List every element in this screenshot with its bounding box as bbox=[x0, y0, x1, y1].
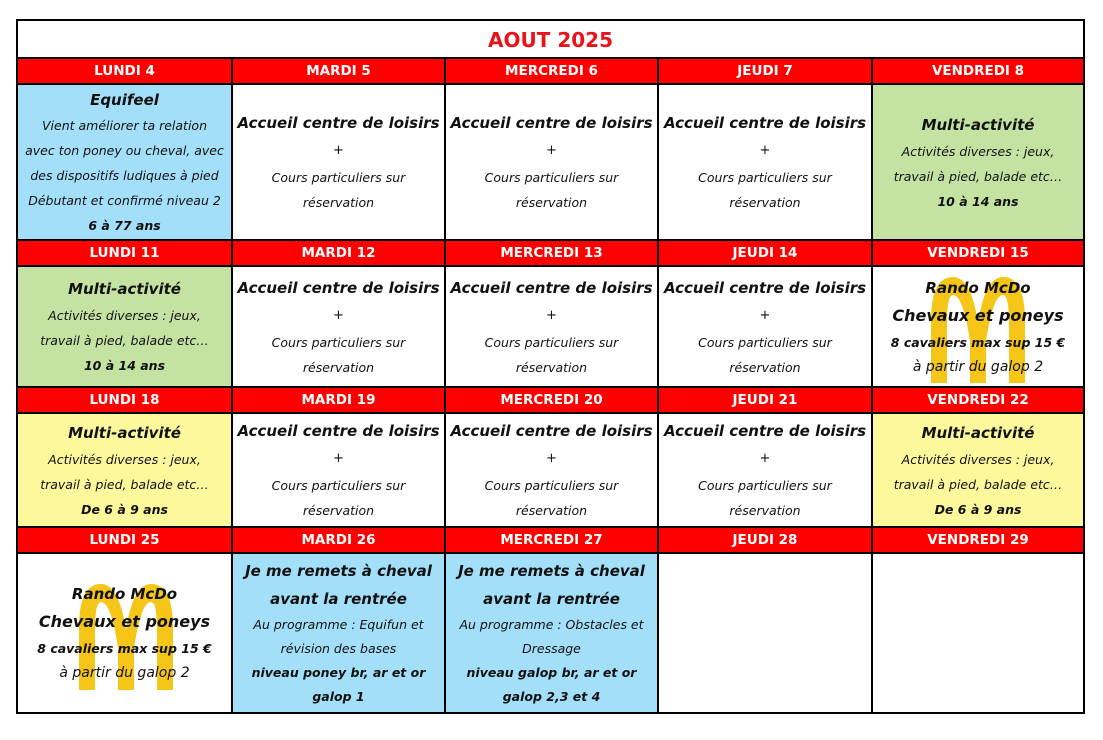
activity-title: avant la rentrée bbox=[270, 590, 407, 608]
day-header-lundi-4: LUNDI 4 bbox=[18, 59, 231, 83]
plus-sign: + bbox=[546, 143, 557, 158]
activity-description: Cours particuliers sur bbox=[484, 170, 619, 185]
activity-title: Accueil centre de loisirs bbox=[237, 422, 440, 440]
activity-description: réservation bbox=[515, 195, 588, 210]
day-header-lundi-11: LUNDI 11 bbox=[18, 241, 231, 265]
activity-level: à partir du galop 2 bbox=[59, 665, 190, 681]
activity-cell-rando-mcdo bbox=[18, 554, 231, 712]
plus-sign: + bbox=[333, 307, 344, 323]
activity-description: Cours particuliers sur bbox=[271, 170, 406, 185]
activity-level: galop 2,3 et 4 bbox=[502, 689, 601, 704]
day-header-mardi-19: MARDI 19 bbox=[233, 388, 444, 412]
empty-day-cell bbox=[659, 554, 871, 712]
activity-level: Débutant et confirmé niveau 2 bbox=[28, 192, 221, 208]
calendar-table bbox=[16, 19, 1085, 714]
activity-title: Multi-activité bbox=[921, 115, 1035, 134]
activity-title: Accueil centre de loisirs bbox=[237, 114, 440, 132]
activity-description: réservation bbox=[729, 359, 801, 375]
activity-title: Accueil centre de loisirs bbox=[450, 114, 653, 132]
activity-description: Dressage bbox=[522, 641, 581, 656]
activity-description: travail à pied, balade etc… bbox=[40, 476, 209, 492]
plus-sign: + bbox=[546, 307, 557, 323]
activity-title: avant la rentrée bbox=[483, 590, 620, 608]
activity-cell-accueil bbox=[659, 414, 871, 526]
activity-description: Cours particuliers sur bbox=[271, 478, 406, 493]
activity-title: Accueil centre de loisirs bbox=[663, 422, 867, 440]
activity-description: Activités diverses : jeux, bbox=[901, 451, 1055, 467]
activity-subtitle: Chevaux et poneys bbox=[38, 612, 211, 631]
activity-title: Je me remets à cheval bbox=[245, 562, 432, 580]
activity-ages: De 6 à 9 ans bbox=[81, 501, 168, 517]
activity-cell-remise-a-cheval bbox=[446, 554, 657, 712]
activity-title: Accueil centre de loisirs bbox=[450, 278, 653, 297]
activity-cell-multi-activite bbox=[18, 414, 231, 526]
activity-cell-accueil bbox=[659, 85, 871, 239]
day-header-mardi-5: MARDI 5 bbox=[233, 59, 444, 83]
activity-title: Accueil centre de loisirs bbox=[450, 422, 653, 440]
activity-description: Au programme : Equifun et bbox=[253, 617, 424, 632]
activity-level: galop 1 bbox=[312, 689, 365, 704]
activity-description: réservation bbox=[302, 503, 375, 518]
activity-description: travail à pied, balade etc… bbox=[893, 476, 1063, 492]
day-header-jeudi-28: JEUDI 28 bbox=[659, 528, 871, 552]
day-header-vendredi-22: VENDREDI 22 bbox=[873, 388, 1083, 412]
empty-day-cell bbox=[873, 554, 1083, 712]
plus-sign: + bbox=[759, 143, 771, 158]
activity-cell-multi-activite bbox=[18, 267, 231, 386]
day-header-lundi-18: LUNDI 18 bbox=[18, 388, 231, 412]
activity-title: Accueil centre de loisirs bbox=[663, 114, 867, 132]
activity-description: Vient améliorer ta relation bbox=[41, 117, 207, 133]
activity-title: Rando McDo bbox=[71, 585, 178, 603]
day-header-jeudi-14: JEUDI 14 bbox=[659, 241, 871, 265]
activity-cell-accueil bbox=[446, 414, 657, 526]
plus-sign: + bbox=[759, 451, 771, 466]
calendar-title: AOUT 2025 bbox=[18, 21, 1083, 59]
activity-description: Cours particuliers sur bbox=[698, 478, 832, 493]
activity-description: Activités diverses : jeux, bbox=[48, 451, 201, 467]
activity-description: Cours particuliers sur bbox=[484, 334, 619, 350]
activity-ages: De 6 à 9 ans bbox=[934, 501, 1022, 517]
activity-title: Equifeel bbox=[90, 90, 159, 109]
plus-sign: + bbox=[333, 143, 344, 158]
activity-description: révision des bases bbox=[280, 641, 397, 656]
day-header-lundi-25: LUNDI 25 bbox=[18, 528, 231, 552]
day-header-jeudi-7: JEUDI 7 bbox=[659, 59, 871, 83]
activity-description: Cours particuliers sur bbox=[698, 170, 832, 185]
day-header-vendredi-8: VENDREDI 8 bbox=[873, 59, 1083, 83]
activity-description: Cours particuliers sur bbox=[698, 334, 832, 350]
activity-cell-equifeel bbox=[18, 85, 231, 239]
activity-title: Rando McDo bbox=[925, 278, 1031, 297]
activity-ages: 6 à 77 ans bbox=[88, 217, 161, 233]
activity-cell-multi-activite bbox=[873, 414, 1083, 526]
day-header-mercredi-6: MERCREDI 6 bbox=[446, 59, 657, 83]
activity-description: réservation bbox=[729, 503, 801, 518]
activity-cell-accueil bbox=[233, 267, 444, 386]
activity-level: niveau galop br, ar et or bbox=[466, 665, 637, 680]
activity-description: Au programme : Obstacles et bbox=[459, 617, 644, 632]
plus-sign: + bbox=[333, 451, 344, 466]
activity-ages: 10 à 14 ans bbox=[937, 193, 1019, 209]
row-divider bbox=[18, 265, 1083, 267]
activity-title: Multi-activité bbox=[921, 423, 1035, 442]
activity-title: Accueil centre de loisirs bbox=[663, 278, 867, 297]
activity-description: Activités diverses : jeux, bbox=[901, 143, 1055, 159]
activity-description: réservation bbox=[515, 359, 588, 375]
activity-ages: 10 à 14 ans bbox=[83, 358, 166, 373]
activity-cell-accueil bbox=[233, 85, 444, 239]
activity-title: Multi-activité bbox=[68, 423, 181, 442]
activity-description: réservation bbox=[729, 195, 801, 210]
activity-cell-accueil bbox=[446, 85, 657, 239]
activity-cell-multi-activite bbox=[873, 85, 1083, 239]
activity-description: avec ton poney ou cheval, avec bbox=[25, 142, 224, 158]
activity-title: Accueil centre de loisirs bbox=[237, 278, 440, 297]
activity-description: réservation bbox=[515, 503, 588, 518]
plus-sign: + bbox=[759, 307, 771, 323]
activity-cell-accueil bbox=[659, 267, 871, 386]
activity-description: réservation bbox=[302, 195, 375, 210]
activity-cell-accueil bbox=[233, 414, 444, 526]
row-divider bbox=[18, 83, 1083, 85]
activity-description: 8 cavaliers max sup 15 € bbox=[890, 334, 1066, 350]
day-header-mardi-12: MARDI 12 bbox=[233, 241, 444, 265]
plus-sign: + bbox=[546, 451, 557, 466]
row-divider bbox=[18, 526, 1083, 528]
activity-level: niveau poney br, ar et or bbox=[251, 665, 426, 680]
activity-level: à partir du galop 2 bbox=[912, 358, 1044, 375]
activity-description: Activités diverses : jeux, bbox=[48, 308, 201, 323]
activity-subtitle: Chevaux et poneys bbox=[892, 305, 1064, 325]
day-header-jeudi-21: JEUDI 21 bbox=[659, 388, 871, 412]
row-divider bbox=[18, 552, 1083, 554]
activity-title: Je me remets à cheval bbox=[458, 562, 645, 580]
activity-cell-rando-mcdo bbox=[873, 267, 1083, 386]
row-divider bbox=[18, 239, 1083, 241]
activity-description: Cours particuliers sur bbox=[484, 478, 619, 493]
activity-title: Multi-activité bbox=[68, 280, 181, 298]
row-divider bbox=[18, 386, 1083, 388]
activity-cell-accueil bbox=[446, 267, 657, 386]
day-header-vendredi-15: VENDREDI 15 bbox=[873, 241, 1083, 265]
day-header-mardi-26: MARDI 26 bbox=[233, 528, 444, 552]
activity-description: réservation bbox=[302, 359, 375, 375]
row-divider bbox=[18, 412, 1083, 414]
activity-cell-remise-a-cheval bbox=[233, 554, 444, 712]
activity-description: travail à pied, balade etc… bbox=[893, 168, 1063, 184]
day-header-vendredi-29: VENDREDI 29 bbox=[873, 528, 1083, 552]
day-header-mercredi-20: MERCREDI 20 bbox=[446, 388, 657, 412]
activity-description: des dispositifs ludiques à pied bbox=[30, 167, 219, 183]
day-header-mercredi-13: MERCREDI 13 bbox=[446, 241, 657, 265]
activity-description: Cours particuliers sur bbox=[271, 334, 406, 350]
day-header-mercredi-27: MERCREDI 27 bbox=[446, 528, 657, 552]
activity-description: 8 cavaliers max sup 15 € bbox=[37, 641, 212, 656]
activity-description: travail à pied, balade etc… bbox=[40, 333, 209, 348]
